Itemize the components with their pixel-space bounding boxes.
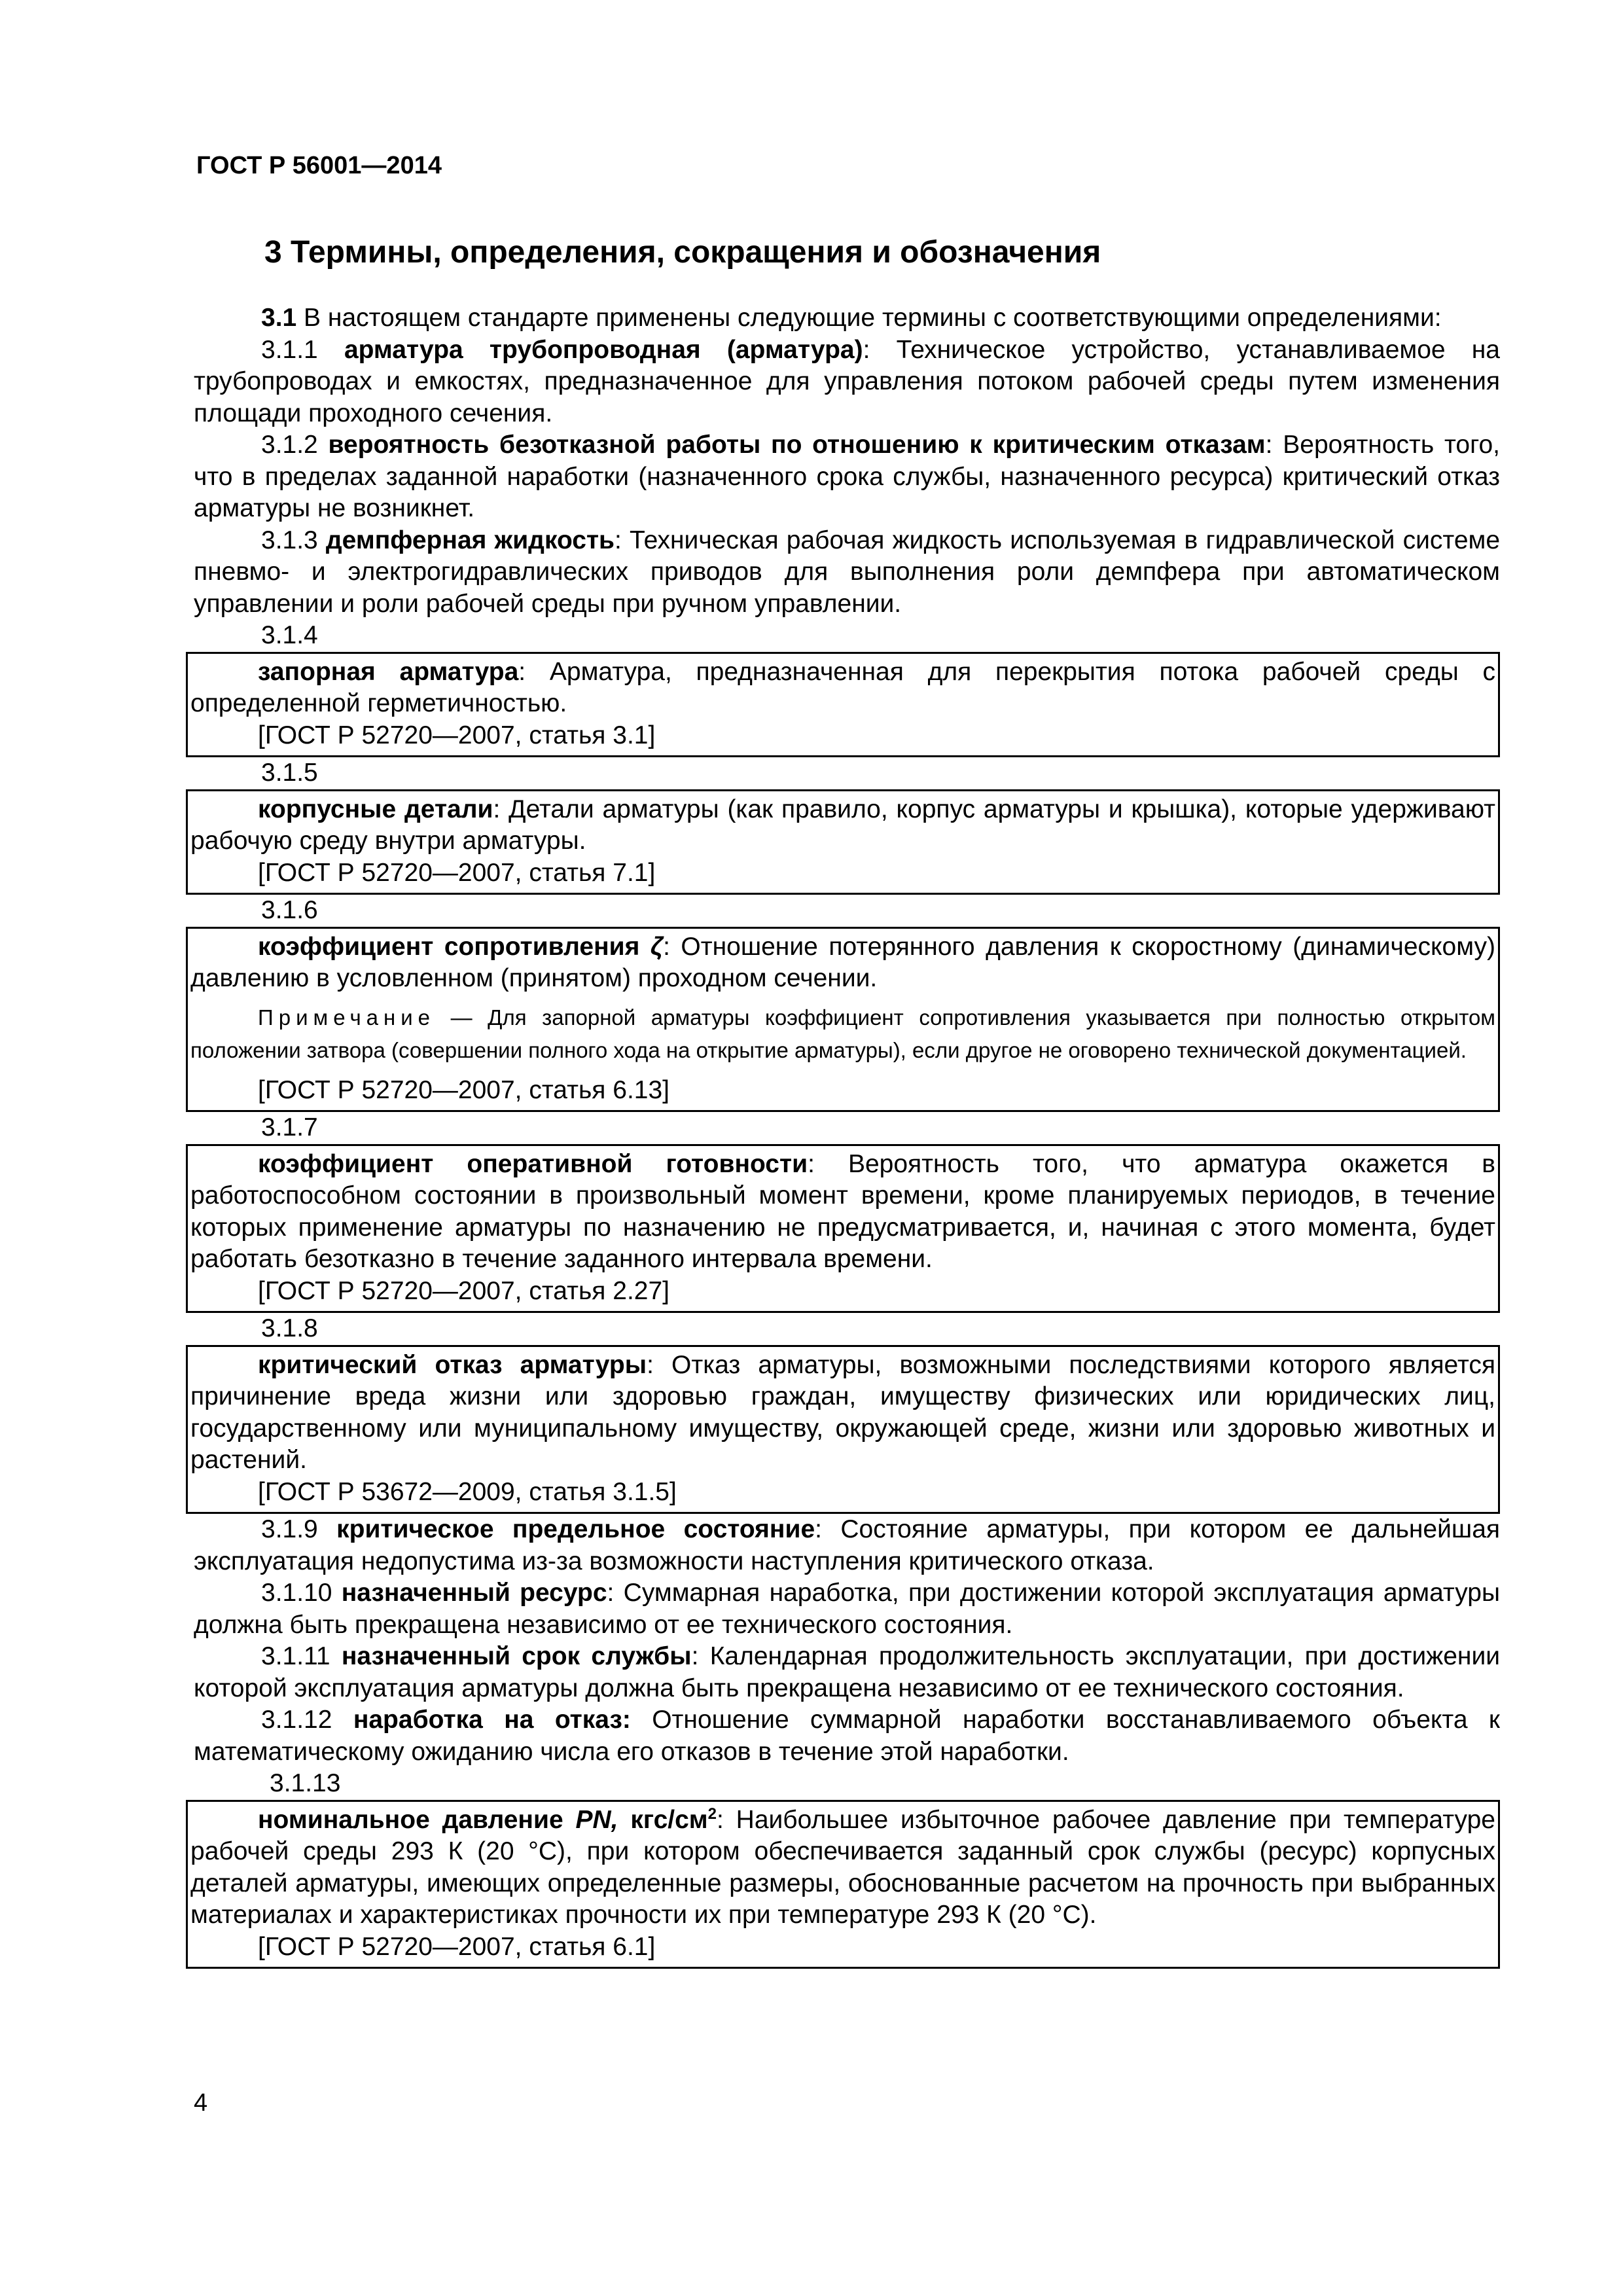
term-box [186,789,1500,895]
term-definition: : Наибольшее избыточное рабочее давление при температуре рабочей среды 293 К (20 °С), при котором обеспечивается заданный срок службы (ресурс) корпусных деталей арматуры, имеющих определенные размеры, обоснованные расчетом на прочность при выбранных материалах и характеристиках прочности их при температуре 293 К (20 °С). [190,1805,1495,1929]
term-name: номинальное давление [258,1805,576,1834]
section-title: 3 Термины, определения, сокращения и обозначения [264,235,1101,270]
term-number: 3.1.1 [261,335,344,364]
term-entry [190,656,1495,720]
term-number: 3.1.6 [261,896,318,924]
term-number: 3.1.10 [261,1579,342,1607]
term-symbol: PN, [575,1805,618,1834]
term-entry [194,1514,1500,1577]
term-name: коэффициент сопротивления [258,932,640,961]
term-entry [190,1149,1495,1276]
term-name: запорная арматура [258,657,519,686]
intro-text: В настоящем стандарте применены следующие термины с соответствующими определениями: [296,304,1442,332]
term-unit: кгс/см [618,1805,708,1834]
term-source: [ГОСТ Р 52720—2007, статья 7.1] [258,858,656,887]
term-entry [190,931,1495,995]
term-number: 3.1.8 [261,1314,318,1342]
term-name: назначенный срок службы [341,1642,692,1670]
term-definition: : Отказ арматуры, возможными последствиями которого является причинение вреда жизни или здоровью граждан, имуществу физических или юридических лиц, государственному или муниципальному имуществу, окружающей среде, жизни или здоровью животных и растений. [190,1350,1495,1474]
intro-paragraph [194,302,1500,334]
term-source: [ГОСТ Р 52720—2007, статья 2.27] [258,1276,669,1305]
term-name: коэффициент оперативной готовности [258,1149,808,1178]
term-entry [190,794,1495,857]
document-body [190,302,1501,1969]
term-box [186,1800,1500,1969]
term-entry [190,1804,1495,1931]
term-box [186,1144,1500,1314]
term-name: демпферная жидкость [325,526,615,554]
note-label: Примечание [258,1005,436,1030]
term-definition: : Календарная продолжительность эксплуатации, при достижении которой эксплуатация арматуры должна быть прекращена независимо от ее технического состояния. [194,1642,1501,1702]
standard-number: ГОСТ Р 56001—2014 [196,152,442,179]
term-entry [194,429,1500,525]
term-name: арматура трубопроводная (арматура) [344,335,863,364]
term-note [190,1001,1495,1067]
term-entry [194,334,1500,430]
term-box [186,652,1500,758]
term-name: критическое предельное состояние [336,1515,815,1543]
term-entry [194,525,1500,620]
term-entry [194,1704,1500,1768]
clause-number: 3.1 [261,304,297,332]
term-box [186,927,1500,1113]
term-definition: : Состояние арматуры, при котором ее дальнейшая эксплуатация недопустима из-за возможности наступления критического отказа. [194,1515,1501,1575]
term-number: 3.1.9 [261,1515,337,1543]
term-definition: : Отношение потерянного давления к скоростному (динамическому) давлению в условленном (принятом) проходном сечении. [190,932,1495,992]
term-number: 3.1.12 [261,1706,353,1734]
term-entry [194,1577,1500,1641]
term-definition: : Арматура, предназначенная для перекрытия потока рабочей среды с определенной герметичностью. [190,657,1495,717]
term-definition: : Вероятность того, что в пределах заданной наработки (назначенного срока службы, назначенного ресурса) критический отказ арматуры не возникнет. [194,431,1500,522]
term-unit-exponent: 2 [707,1804,717,1823]
term-definition: Отношение суммарной наработки восстанавливаемого объекта к математическому ожиданию числа его отказов в течение этой наработки. [194,1706,1500,1766]
term-name: назначенный ресурс [341,1579,607,1607]
term-name: критический отказ арматуры [258,1350,647,1379]
term-number: 3.1.3 [261,526,326,554]
page-number: 4 [194,2089,208,2117]
term-definition: : Техническое устройство, устанавливаемое на трубопроводах и емкостях, предназначенное для управления потоком рабочей среды путем изменения площади проходного сечения. [194,335,1500,427]
term-source: [ГОСТ Р 52720—2007, статья 6.13] [258,1075,669,1104]
term-definition: : Техническая рабочая жидкость используемая в гидравлической системе пневмо- и электрогидравлических приводов для выполнения роли демпфера при автоматическом управлении и роли рабочей среды при ручном управлении. [194,526,1501,618]
term-box [186,1345,1500,1515]
term-number: 3.1.11 [261,1642,342,1670]
term-number: 3.1.13 [270,1769,341,1797]
term-number: 3.1.2 [261,431,329,459]
term-definition: : Суммарная наработка, при достижении которой эксплуатация арматуры должна быть прекращена независимо от ее технического состояния. [194,1579,1500,1639]
term-definition: : Вероятность того, что арматура окажется в работоспособном состоянии в произвольный момент времени, кроме планируемых периодов, в течение которых применение арматуры по назначению не предусматривается, и, начиная с этого момента, будет работать безотказно в течение заданного интервала времени. [190,1149,1495,1273]
term-number: 3.1.4 [261,621,318,649]
term-number: 3.1.7 [261,1113,318,1141]
note-text: — Для запорной арматуры коэффициент сопротивления указывается при полностью открытом положении затвора (совершении полного хода на открытие арматуры), если другое не оговорено технической документацией. [190,1005,1495,1062]
term-name: вероятность безотказной работы по отношению к критическим отказам [328,431,1266,459]
term-source: [ГОСТ Р 53672—2009, статья 3.1.5] [258,1477,677,1506]
term-source: [ГОСТ Р 52720—2007, статья 6.1] [258,1932,656,1961]
term-entry [194,1641,1500,1704]
term-symbol: ζ [650,932,664,961]
term-name: наработка на отказ: [353,1706,631,1734]
term-definition: : Детали арматуры (как правило, корпус арматуры и крышка), которые удерживают рабочую среду внутри арматуры. [190,795,1496,855]
term-source: [ГОСТ Р 52720—2007, статья 3.1] [258,721,656,749]
term-entry [190,1350,1495,1477]
term-number: 3.1.5 [261,759,318,787]
term-name: корпусные детали [258,795,493,823]
